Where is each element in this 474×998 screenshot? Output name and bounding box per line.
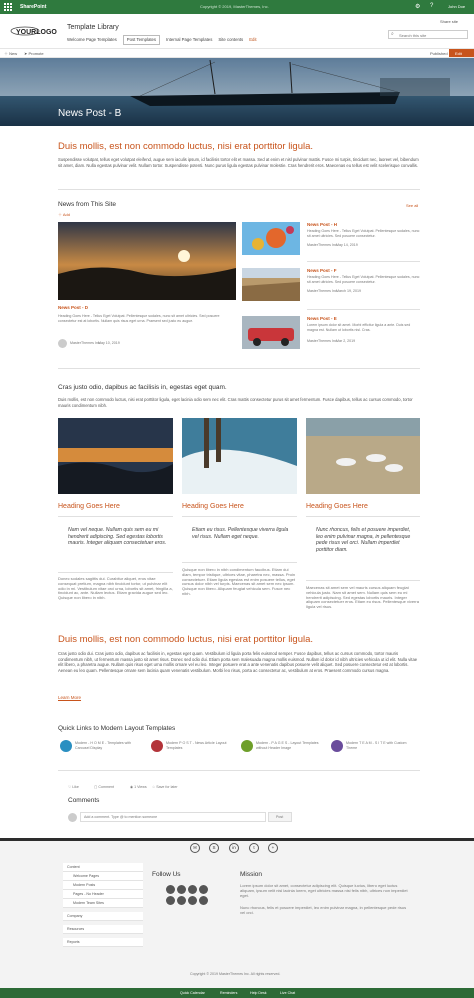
- live-chat-button[interactable]: Live Chat: [280, 991, 296, 995]
- news-item-date: May 14, 2019: [336, 243, 358, 247]
- footer-menu-pages-no-header[interactable]: Pages - No Header: [63, 890, 143, 899]
- nav-edit-link[interactable]: Edit: [249, 37, 257, 42]
- tumblr-icon[interactable]: [199, 896, 208, 905]
- divider: [58, 189, 420, 190]
- quicklink-icon[interactable]: [151, 740, 163, 752]
- quicklink-icon[interactable]: [241, 740, 253, 752]
- promote-button[interactable]: ➤ Promote: [24, 51, 44, 56]
- news-item-image[interactable]: [242, 268, 300, 301]
- like-button[interactable]: ♡ Like: [68, 785, 79, 789]
- search-icon: ⌕: [391, 31, 394, 37]
- skype-icon[interactable]: S: [209, 843, 219, 853]
- quick-calendar-button[interactable]: Quick Calendar: [180, 991, 205, 995]
- divider: [58, 368, 420, 369]
- news-section-title: News from This Site: [58, 201, 117, 208]
- page-title: News Post - B: [58, 108, 122, 119]
- column-text: Maecenas sit amet sem vel mauris cursus aliquam feugiat vehicula justo. Nam sit amet sem. Nullam quis sem eu mi hendrerit adipiscing. Sed egestas lobortis mauris. Integer aliquam consectetuer eros. Etiam eu risus. Pellentesque viverra ligula vel risus.: [306, 585, 419, 610]
- news-item-image[interactable]: [242, 222, 300, 255]
- reminders-button[interactable]: Reminders: [220, 991, 238, 995]
- footer-menu-reports[interactable]: Reports: [63, 938, 143, 947]
- comment-input[interactable]: Add a comment. Type @ to mention someone: [80, 812, 266, 822]
- see-all-link[interactable]: See all: [406, 203, 419, 208]
- footer-copyright: Copyright © 2019 MasterThemes Inc. All rights reserved.: [190, 972, 281, 976]
- news-item-title[interactable]: News Post - F: [307, 268, 337, 273]
- follow-icons: [166, 885, 214, 905]
- linkedin-icon[interactable]: in: [229, 843, 239, 853]
- section-paragraph: Duis mollis, est non commodo luctus, nisi erat porttitor ligula, eget lacinia odio sem nec elit. Cras mattis consectetur purus sit amet fermentum. Fusce dapibus, tellus ac cursus commodo, tortor mauris condimentum nibh.: [58, 397, 413, 408]
- footer-menu-modern-team-sites[interactable]: Modern Team Sites: [63, 899, 143, 908]
- help-desk-button[interactable]: Help Desk: [250, 991, 267, 995]
- divider: [58, 572, 173, 573]
- tumblr-icon[interactable]: t: [249, 843, 259, 853]
- views-count: ◉ 1 Views: [130, 785, 147, 789]
- divider: [58, 770, 420, 771]
- divider: [182, 516, 297, 517]
- quicklink-label[interactable]: Modern - P A G E S - Layout Templates without Header Image: [256, 741, 319, 750]
- avatar: [68, 813, 77, 822]
- news-item-date: March 19, 2019: [336, 289, 361, 293]
- new-button[interactable]: ＋ New: [4, 51, 18, 56]
- news-item-title[interactable]: News Post - E: [307, 316, 337, 321]
- lead2-paragraph: Cras justo odio dui. Cras justo odio, dapibus ac facilisis in, egestas eget quam. Vestibulum id ligula porta felis euismod semper. Fusce dapibus, tellus ac cursus commodo, tortor mauris condimentum nibh, ut fermentum massa justo sit amet risus. Donec sed odio dui. Etiam porta sem malesuada magna mollis euismod. Nullam id dolor id nibh ultricies vehicula ut id elit. Nulla vitae elit libero, a pharetra augue. Nullam quis risus eget urna mollis ornare vel eu leo. Integer posuere erat a ante venenatis dapibus posuere velit aliquet. Sed posuere consectetur est at lobortis. Aenean eu leo quam. Pellentesque ornare sem lacinia quam venenatis vestibulum. Morbi leo risus, porta ac consectetur ac, vestibulum at eros. Praesent commodo cursus magna.: [58, 651, 418, 673]
- footer-menu: [63, 863, 143, 947]
- news-item-text: Heading Goes Here - Tellus Eget Volutpat. Pellentesque sodales, nunc sit amet ultricies. Sed posuere consectetur.: [307, 229, 420, 238]
- column-image: [58, 418, 173, 494]
- news-item-author: MasterThemes Inc.: [307, 289, 338, 293]
- add-icon[interactable]: +: [268, 843, 278, 853]
- post-comment-button[interactable]: Post: [268, 812, 292, 822]
- suite-brand[interactable]: SharePoint: [20, 4, 47, 10]
- quicklink-icon[interactable]: [60, 740, 72, 752]
- top-navigation: [67, 37, 257, 45]
- footer-menu-resources[interactable]: Resources: [63, 925, 143, 934]
- edit-button[interactable]: Edit: [449, 49, 474, 57]
- linkedin-icon[interactable]: [188, 885, 197, 894]
- add-label: Add: [62, 212, 71, 217]
- avatar: [58, 339, 67, 348]
- share-site-button[interactable]: Share site: [440, 19, 459, 24]
- youtube-icon[interactable]: [166, 896, 175, 905]
- column-heading: Heading Goes Here: [182, 503, 244, 510]
- news-main-image[interactable]: [58, 222, 236, 300]
- flickr-icon[interactable]: [199, 885, 208, 894]
- news-item-author: MasterThemes Inc.: [307, 339, 338, 343]
- footer-menu-welcome-pages[interactable]: Welcome Pages: [63, 872, 143, 881]
- email-icon[interactable]: ✉: [190, 843, 200, 853]
- divider: [306, 580, 420, 581]
- search-input[interactable]: Search this site: [388, 30, 468, 39]
- column-text: Donec sodales sagittis dui. Curabitur aliquet, eros vitae consequat pretium, magna nibh tincidunt tortor, ut pulvinar elit odio in mi. Vestibulum vitae orci urna, lobortis sit amet, fringilla a, tincidunt ac, ante. Nullam lectus. Etiam gravida augue sed leo. Quisque non libero in nibh.: [58, 576, 173, 601]
- divider: [307, 309, 420, 310]
- mission-text: Nunc rhoncus, felis et posuere imperdiet, leo enim pulvinar magna, in pellentesque pede risus vel orci.: [240, 905, 407, 915]
- news-item-title[interactable]: News Post - H: [307, 222, 338, 227]
- column-heading: Heading Goes Here: [58, 503, 120, 510]
- quicklink-label[interactable]: Modern T E A M - S I T E with Custom Theme: [346, 741, 407, 750]
- nav-welcome-pages[interactable]: Welcome Page Templates: [67, 37, 117, 42]
- save-for-later-button[interactable]: ☆ Save for later: [152, 785, 178, 789]
- lead-heading: Duis mollis, est non commodo luctus, nisi erat porttitor ligula.: [58, 141, 314, 152]
- news-item-text: Heading Goes Here - Tellus Eget Volutpat. Pellentesque sodales, nunc sit amet ultricies. Sed posuere consectetur.: [307, 275, 420, 284]
- site-title[interactable]: Template Library: [67, 24, 119, 31]
- comment-button[interactable]: ▢ Comment: [94, 785, 114, 789]
- save-label: Save for later: [156, 785, 178, 789]
- column-heading: Heading Goes Here: [306, 503, 368, 510]
- like-label: Like: [72, 785, 79, 789]
- user-name[interactable]: John Doe: [448, 4, 466, 9]
- news-main-author: MasterThemes Inc.: [70, 341, 101, 345]
- news-main-date: May 10, 2019: [98, 341, 120, 345]
- news-item-date: Mar 2, 2019: [336, 339, 356, 343]
- mission-title: Mission: [240, 871, 263, 878]
- follow-us-title: Follow Us: [152, 871, 181, 878]
- news-item-author: MasterThemes Inc.: [307, 243, 338, 247]
- divider: [182, 562, 297, 563]
- suite-bar: [0, 0, 474, 14]
- column-quote: Nunc rhoncus, felis et posuere imperdiet, leo enim pulvinar magna, in pellentesque pede risus vel orci. Nullam imperdiet porttitor diam.: [316, 527, 411, 553]
- lead-paragraph: Suspendisse volutpat, tellus eget volutpat eleifend, augue sem iaculis ipsum, id facilisis tortor elit et massa. Sed at enim et nisl pulvinar mattis. Fusce mi turpis, tincidunt nec, laoreet vel, bibendum sit amet, diam. Nulla egestas pulvinar velit. Nullam tortor. Suspendisse potenti. Nunc purus ligula egestas pulvinar molestie. Cras hendrerit eros. Maecenas eu tellus est velit scelerisque convallis.: [58, 157, 419, 168]
- news-item-text: Lorem ipsum dolor sit amet. Morbi efficitur ligula a ante. Duis sed magna est. Nullam ut lobortis nisl. Cras.: [307, 323, 411, 332]
- nav-site-contents[interactable]: Site contents: [218, 37, 244, 42]
- footer-menu-company[interactable]: Company: [63, 912, 143, 921]
- views-label: 1 Views: [134, 785, 147, 789]
- facebook-icon[interactable]: [166, 885, 175, 894]
- section-title: Cras justo odio, dapibus ac facilisis in, egestas eget quam.: [58, 384, 227, 391]
- new-label: New: [9, 51, 18, 56]
- lead2-heading: Duis mollis, est non commodo luctus, nisi erat porttitor ligula.: [58, 634, 314, 645]
- news-main-text: Heading Goes Here - Tellus Eget Volutpat. Pellentesque sodales, nunc sit amet ultricies. Sed posuere consectetur est at lobortis. Nullam quis risus eget urna. Praesent sed justo eu augue.: [58, 314, 220, 323]
- column-text: Quisque non libero in nibh condimentum faucibus. Etiam dui diam, tempor tristique, ultrices vitae, pharetra nec, massa. Proin consectetuer. Etiam ligula egestas est enim posuere tellus, eget cursus dolor nibh vel turpis. Maecenas sit amet sem nec ipsum. Quisque non libero. Aliquam feugiat vehicula sem. Fusce nec nibh.: [182, 567, 296, 596]
- news-item-image[interactable]: [242, 316, 300, 349]
- divider: [307, 261, 420, 262]
- footer-menu-content[interactable]: Content: [63, 863, 143, 872]
- twitter-icon[interactable]: [177, 885, 186, 894]
- suite-copyright: Copyright © 2019, MasterThemes, Inc.: [200, 4, 269, 9]
- site-logo[interactable]: [10, 24, 58, 38]
- quicklink-label[interactable]: Modern P O S T - News Article Layout Templates: [166, 741, 227, 750]
- quicklink-label[interactable]: Modern - H O M E - Templates with Carousel Display: [75, 741, 132, 750]
- comments-title: Comments: [68, 797, 100, 804]
- command-bar: [0, 48, 474, 58]
- published-status: Published: [430, 51, 448, 56]
- column-quote: Etiam eu risus. Pellentesque viverra ligula vel risus. Nullam eget neque.: [192, 527, 289, 540]
- learn-more-link[interactable]: Learn More: [58, 695, 82, 700]
- news-main-title[interactable]: News Post - D: [58, 305, 89, 310]
- comment-label: Comment: [98, 785, 114, 789]
- add-news-button[interactable]: ＋ Add: [58, 212, 71, 217]
- divider: [306, 516, 420, 517]
- quicklink-icon[interactable]: [331, 740, 343, 752]
- quicklinks-title: Quick Links to Modern Layout Templates: [58, 725, 176, 732]
- logo-text: YOURLOGO: [16, 29, 57, 36]
- nav-internal-pages[interactable]: Internal Page Templates: [166, 37, 213, 42]
- column-image: [306, 418, 420, 494]
- nav-post-templates[interactable]: Post Templates: [123, 35, 160, 45]
- bottom-toolbar: [0, 988, 474, 998]
- pinterest-icon[interactable]: [188, 896, 197, 905]
- footer-menu-modern-posts[interactable]: Modern Posts: [63, 881, 143, 890]
- promote-label: Promote: [28, 51, 44, 56]
- mission-text: Lorem ipsum dolor sit amet, consectetur adipiscing elit. Quisque luctus, libero eget luctus aliquam, ipsum velit nisl lacinia lorem, eget ultricies massa nisi felis nibh, ultrices non imperdiet eget.: [240, 883, 408, 898]
- divider: [58, 516, 173, 517]
- column-image: [182, 418, 297, 494]
- gear-icon[interactable]: ⚙: [415, 4, 421, 10]
- help-icon[interactable]: ?: [430, 3, 434, 9]
- skype-icon[interactable]: [177, 896, 186, 905]
- column-quote: Nam vel neque. Nullam quis sem eu mi hendrerit adipiscing. Sed egestas lobortis mauris. Integer aliquam consectetuer eros.: [68, 527, 167, 546]
- app-launcher-icon[interactable]: [4, 3, 12, 11]
